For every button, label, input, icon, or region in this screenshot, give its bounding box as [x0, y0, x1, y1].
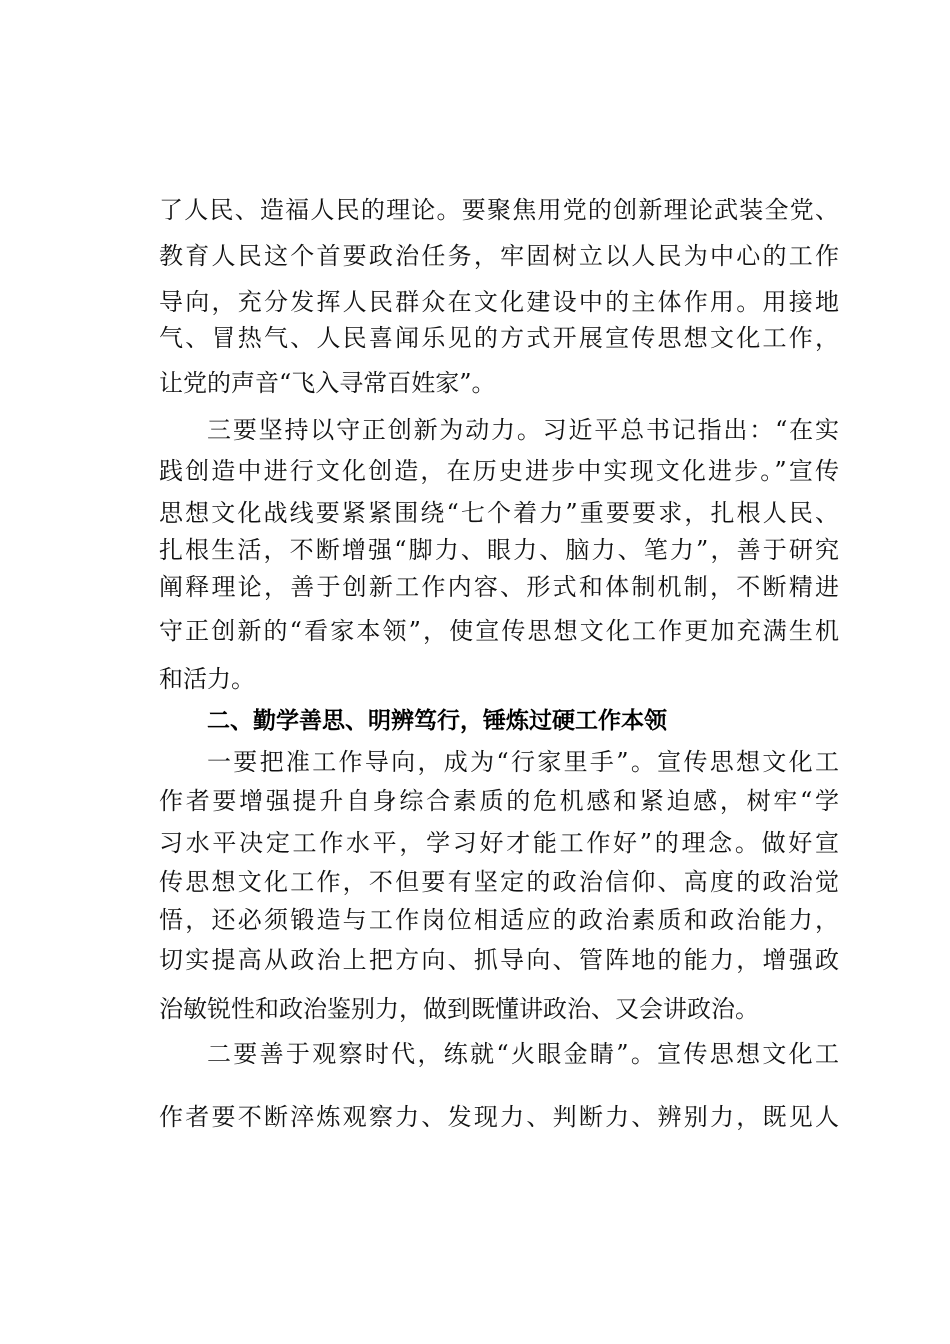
- body-text-line: 作者要增强提升自身综合素质的危机感和紧迫感，树牢“学: [159, 787, 839, 815]
- body-text-line: 导向，充分发挥人民群众在文化建设中的主体作用。用接地: [159, 288, 839, 316]
- body-text-line: 作者要不断淬炼观察力、发现力、判断力、辨别力，既见人: [159, 1103, 839, 1131]
- body-text-line: 传思想文化工作，不但要有坚定的政治信仰、高度的政治觉: [159, 868, 839, 896]
- body-text-line: 阐释理论，善于创新工作内容、形式和体制机制，不断精进: [159, 573, 839, 601]
- body-text-line: 了人民、造福人民的理论。要聚焦用党的创新理论武装全党、: [159, 196, 839, 224]
- body-text-line: 守正创新的“看家本领”，使宣传思想文化工作更加充满生机: [159, 617, 839, 645]
- body-text-line: 悟，还必须锻造与工作岗位相适应的政治素质和政治能力，: [159, 906, 839, 934]
- body-text-line: 习水平决定工作水平，学习好才能工作好”的理念。做好宣: [159, 829, 839, 857]
- body-text-line: 扎根生活，不断增强“脚力、眼力、脑力、笔力”，善于研究: [159, 536, 839, 564]
- body-text-line: 治敏锐性和政治鉴别力，做到既懂讲政治、又会讲政治。: [159, 995, 759, 1023]
- paragraph-first-line: 三要坚持以守正创新为动力。习近平总书记指出：“在实: [207, 416, 839, 444]
- body-text-line: 教育人民这个首要政治任务，牢固树立以人民为中心的工作: [159, 242, 839, 270]
- body-text-line: 和活力。: [159, 665, 255, 693]
- paragraph-first-line: 一要把准工作导向，成为“行家里手”。宣传思想文化工: [207, 748, 839, 776]
- body-text-line: 践创造中进行文化创造，在历史进步中实现文化进步。”宣传: [159, 457, 839, 485]
- body-text-line: 气、冒热气、人民喜闻乐见的方式开展宣传思想文化工作，: [159, 324, 839, 352]
- body-text-line: 让党的声音“飞入寻常百姓家”。: [159, 369, 496, 397]
- body-text-line: 切实提高从政治上把方向、抓导向、管阵地的能力，增强政: [159, 946, 839, 974]
- body-text-line: 思想文化战线要紧紧围绕“七个着力”重要要求，扎根人民、: [159, 499, 839, 527]
- paragraph-first-line: 二要善于观察时代，练就“火眼金睛”。宣传思想文化工: [207, 1040, 839, 1068]
- section-heading: 二、勤学善思、明辨笃行，锤炼过硬工作本领: [207, 708, 667, 734]
